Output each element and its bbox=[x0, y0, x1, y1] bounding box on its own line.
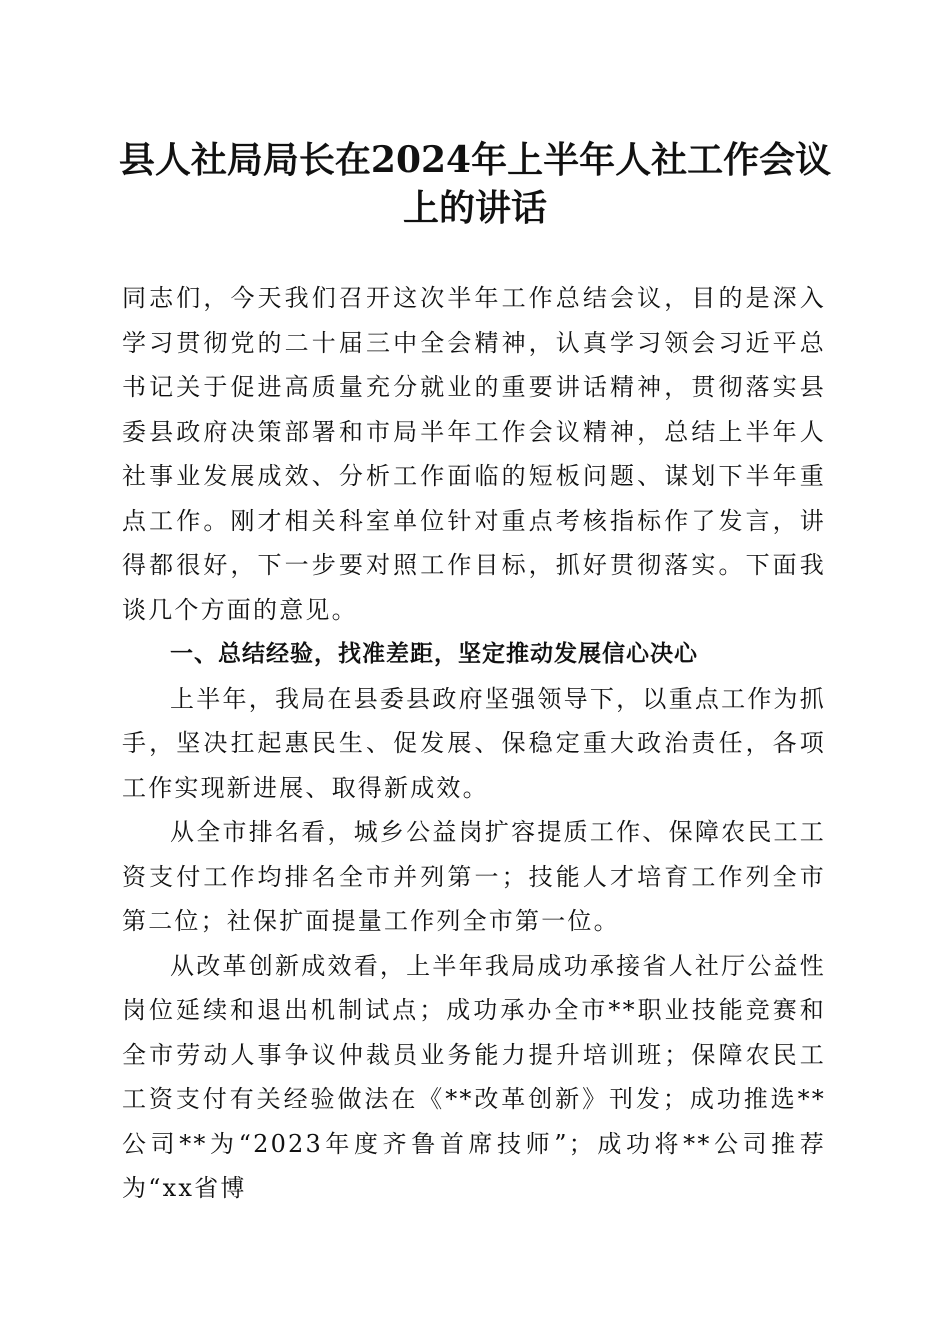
paragraph-ranking: 从全市排名看，城乡公益岗扩容提质工作、保障农民工工资支付工作均排名全市并列第一；技能人才培育工作列全市第二位；社保扩面提量工作列全市第一位。 bbox=[122, 818, 826, 935]
document-title-line-2: 上的讲话 bbox=[402, 187, 547, 229]
document-body bbox=[122, 276, 826, 1211]
document-title-line-1: 县人社局局长在2024年上半年人社工作会议 bbox=[118, 139, 832, 181]
paragraph-summary: 上半年，我局在县委县政府坚强领导下，以重点工作为抓手，坚决扛起惠民生、促发展、保稳定重大政治责任，各项工作实现新进展、取得新成效。 bbox=[122, 684, 826, 802]
paragraph-intro: 同志们，今天我们召开这次半年工作总结会议，目的是深入学习贯彻党的二十届三中全会精神，认真学习领会习近平总书记关于促进高质量充分就业的重要讲话精神，贯彻落实县委县政府决策部署和市局半年工作会议精神，总结上半年人社事业发展成效、分析工作面临的短板问题、谋划下半年重点工作。刚才相关科室单位针对重点考核指标作了发言，讲得都很好，下一步要对照工作目标，抓好贯彻落实。下面我谈几个方面的意见。 bbox=[122, 284, 826, 624]
section-heading-1: 一、总结经验，找准差距，坚定推动发展信心决心 bbox=[170, 641, 698, 667]
paragraph-reform: 从改革创新成效看，上半年我局成功承接省人社厅公益性岗位延续和退出机制试点；成功承办全市**职业技能竞赛和全市劳动人事争议仲裁员业务能力提升培训班；保障农民工工资支付有关经验做法在《**改革创新》刊发；成功推选**公司**为“2023年度齐鲁首席技师”；成功将**公司推荐为“xx省博 bbox=[122, 951, 826, 1202]
